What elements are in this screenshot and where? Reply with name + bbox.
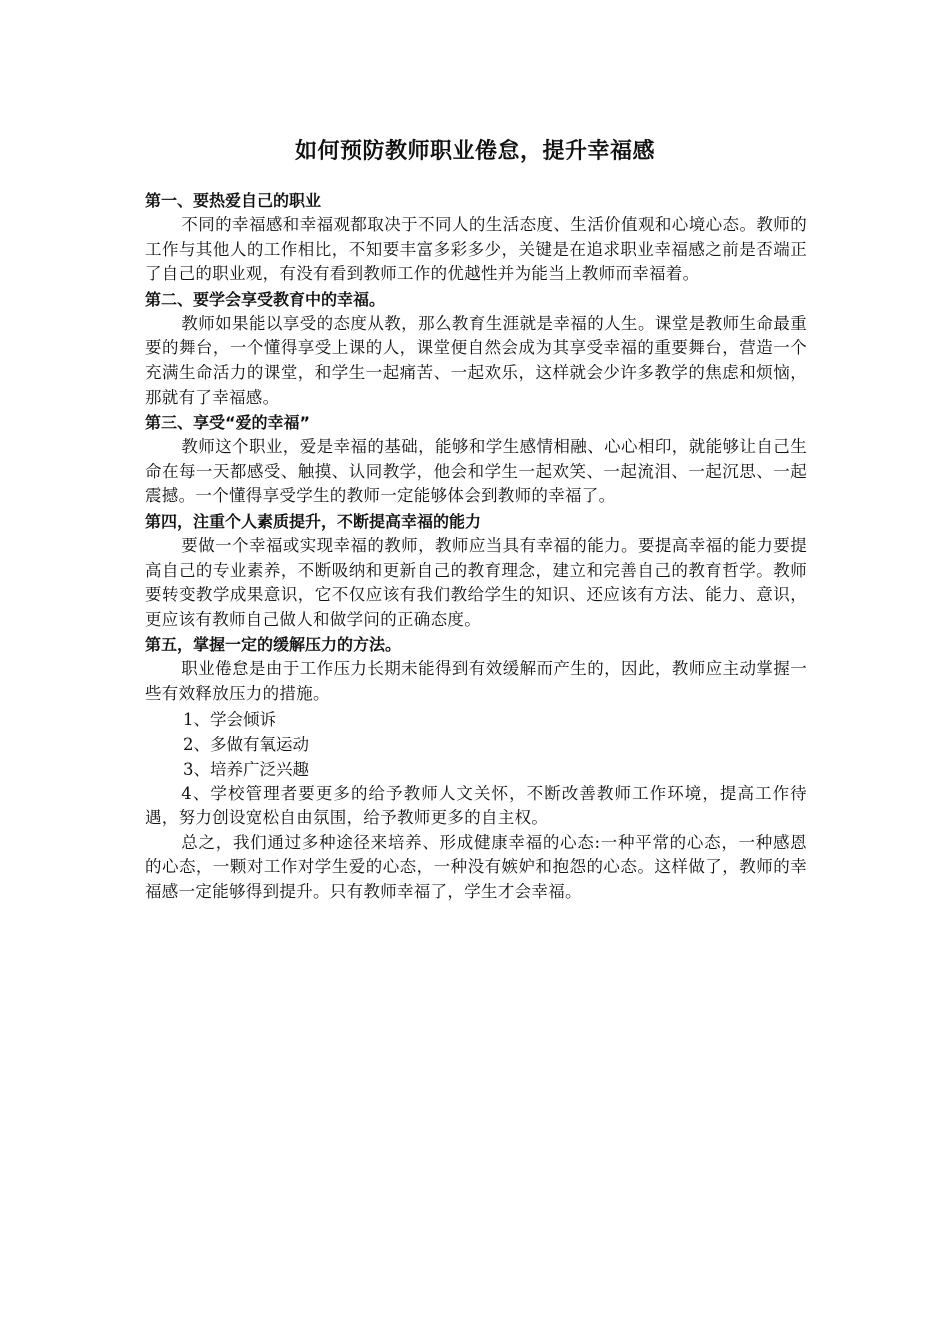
list-item-4: 4、学校管理者要更多的给予教师人文关怀，不断改善教师工作环境，提高工作待遇，努力创设宽松自由氛围，给予教师更多的自主权。	[145, 783, 807, 828]
list-item-3: 3、培养广泛兴趣	[183, 759, 309, 779]
section-paragraph-3: 教师这个职业，爱是幸福的基础，能够和学生感情相融、心心相印，就能够让自己生命在每一天都感受、触摸、认同教学，他会和学生一起欢笑、一起流泪、一起沉思、一起震撼。一个懂得享受学生的教师一定能够体会到教师的幸福了。	[145, 437, 807, 506]
section-heading-4: 第四，注重个人素质提升，不断提高幸福的能力	[145, 511, 482, 531]
list-item-2: 2、多做有氧运动	[183, 734, 309, 754]
conclusion-paragraph: 总之，我们通过多种途径来培养、形成健康幸福的心态:一种平常的心态，一种感恩的心态，一颗对工作对学生爱的心态，一种没有嫉妒和抱怨的心态。这样做了，教师的幸福感一定能够得到提升。只有教师幸福了，学生才会幸福。	[145, 832, 807, 901]
section-heading-1: 第一、要热爱自己的职业	[145, 191, 322, 210]
document-title: 如何预防教师职业倦怠，提升幸福感	[294, 139, 655, 164]
section-paragraph-4: 要做一个幸福或实现幸福的教师，教师应当具有幸福的能力。要提高幸福的能力要提高自己的专业素养，不断吸纳和更新自己的教育理念，建立和完善自己的教育哲学。教师要转变教学成果意识，它不仅应该有我们教给学生的知识、还应该有方法、能力、意识，更应该有教师自己做人和做学问的正确态度。	[145, 535, 807, 629]
section-heading-3: 第三、享受“爱的幸福”	[145, 413, 311, 433]
section-paragraph-1: 不同的幸福感和幸福观都取决于不同人的生活态度、生活价值观和心境心态。教师的工作与其他人的工作相比，不知要丰富多彩多少，关键是在追求职业幸福感之前是否端正了自己的职业观，有没有看到教师工作的优越性并为能当上教师而幸福着。	[145, 215, 807, 284]
section-heading-5: 第五，掌握一定的缓解压力的方法。	[145, 635, 402, 655]
list-item-1: 1、学会倾诉	[183, 709, 276, 729]
section-paragraph-2: 教师如果能以享受的态度从教，那么教育生涯就是幸福的人生。课堂是教师生命最重要的舞台，一个懂得享受上课的人，课堂便自然会成为其享受幸福的重要舞台，营造一个充满生命活力的课堂，和学生一起痛苦、一起欢乐，这样就会少许多教学的焦虑和烦恼，那就有了幸福感。	[145, 313, 807, 407]
document-body	[145, 188, 807, 904]
section-heading-2: 第二、要学会享受教育中的幸福。	[145, 289, 386, 309]
section-paragraph-5: 职业倦怠是由于工作压力长期未能得到有效缓解而产生的，因此，教师应主动掌握一些有效释放压力的措施。	[145, 659, 807, 703]
